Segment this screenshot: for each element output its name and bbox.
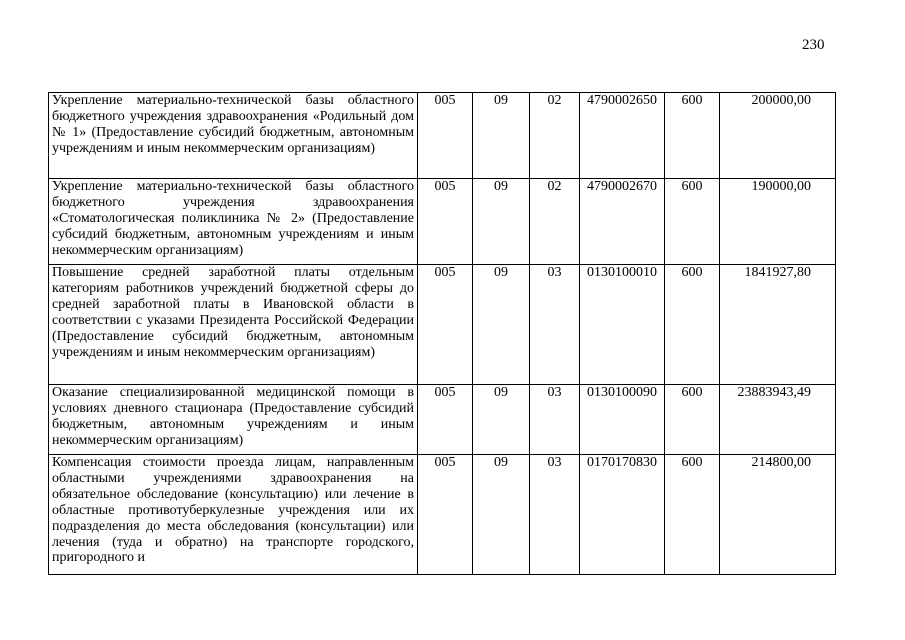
expense-type-code: 600 [665,455,720,575]
expense-type-code: 600 [665,385,720,455]
ministry-code: 005 [418,455,473,575]
target-article-code: 4790002650 [580,93,665,179]
row-description: Оказание специализированной медицинской помощи в условиях дневного стационара (Предоставление субсидий бюджетным, автономным учреждениям и иным некоммерческим организациям) [49,385,418,455]
section-code: 09 [473,455,530,575]
ministry-code: 005 [418,179,473,265]
expense-type-code: 600 [665,265,720,385]
section-code: 09 [473,385,530,455]
amount: 23883943,49 [720,385,836,455]
row-description: Компенсация стоимости проезда лицам, направленным областными учреждениями здравоохранения на обязательное обследование (консультацию) или лечение в областные противотуберкулезные учреждения или их подразделения до места обследования (консультации) или лечения (туда и обратно) на транспорте городского, пригородного и [49,455,418,575]
subsection-code: 03 [530,385,580,455]
subsection-code: 02 [530,179,580,265]
amount: 214800,00 [720,455,836,575]
budget-table [48,92,836,575]
row-description: Укрепление материально-технической базы областного бюджетного учреждения здравоохранения «Родильный дом № 1» (Предоставление субсидий бюджетным, автономным учреждениям и иным некоммерческим организациям) [49,93,418,179]
section-code: 09 [473,93,530,179]
section-code: 09 [473,265,530,385]
subsection-code: 02 [530,93,580,179]
amount: 1841927,80 [720,265,836,385]
subsection-code: 03 [530,455,580,575]
subsection-code: 03 [530,265,580,385]
section-code: 09 [473,179,530,265]
table-row [49,385,836,455]
target-article-code: 0130100090 [580,385,665,455]
expense-type-code: 600 [665,179,720,265]
target-article-code: 0170170830 [580,455,665,575]
amount: 190000,00 [720,179,836,265]
ministry-code: 005 [418,265,473,385]
table-row [49,455,836,575]
target-article-code: 4790002670 [580,179,665,265]
table-row [49,179,836,265]
row-description: Укрепление материально-технической базы областного бюджетного учреждения здравоохранения «Стоматологическая поликлиника № 2» (Предоставление субсидий бюджетным, автономным учреждениям и иным некоммерческим организациям) [49,179,418,265]
page-number: 230 [802,37,825,53]
ministry-code: 005 [418,93,473,179]
table-row [49,93,836,179]
amount: 200000,00 [720,93,836,179]
target-article-code: 0130100010 [580,265,665,385]
ministry-code: 005 [418,385,473,455]
table-row [49,265,836,385]
expense-type-code: 600 [665,93,720,179]
row-description: Повышение средней заработной платы отдельным категориям работников учреждений бюджетной сферы до средней заработной платы в Ивановской области в соответствии с указами Президента Российской Федерации (Предоставление субсидий бюджетным, автономным учреждениям и иным некоммерческим организациям) [49,265,418,385]
